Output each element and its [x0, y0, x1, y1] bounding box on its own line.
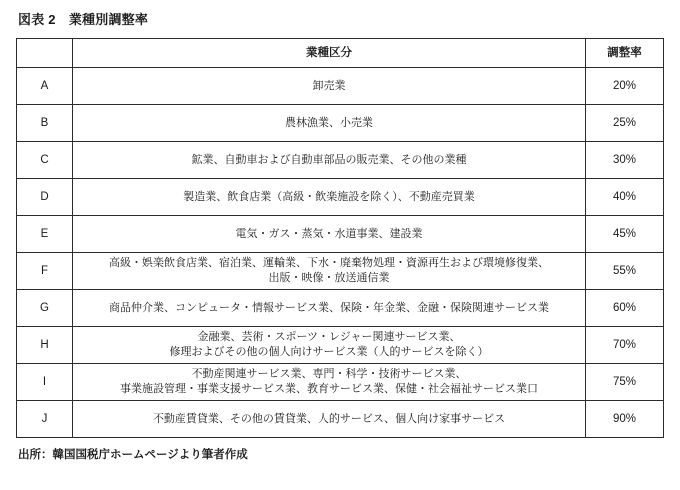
row-category: [73, 68, 586, 105]
row-category: [73, 364, 586, 401]
column-header-rate: 調整率: [586, 39, 664, 68]
row-category: [73, 142, 586, 179]
row-code: H: [17, 327, 73, 364]
source-note: 出所：韓国国税庁ホームページより筆者作成: [18, 449, 248, 461]
row-rate: 20%: [586, 68, 664, 105]
row-category-line: 修理およびその他の個人向けサービス業（人的サービスを除く）: [169, 346, 489, 358]
row-code: C: [17, 142, 73, 179]
row-rate: 60%: [586, 290, 664, 327]
row-category-line: 電気・ガス・蒸気・水道事業、建設業: [235, 227, 423, 240]
row-category: [73, 253, 586, 290]
row-category: [73, 290, 586, 327]
row-category: [73, 216, 586, 253]
row-rate: 70%: [586, 327, 664, 364]
table-row: [17, 401, 664, 438]
row-code: B: [17, 105, 73, 142]
row-code: D: [17, 179, 73, 216]
row-category-line: 鉱業、自動車および自動車部品の販売業、その他の業種: [191, 153, 467, 166]
row-category-line: 出版・映像・放送通信業: [268, 272, 390, 284]
table-row: [17, 327, 664, 364]
row-category-line: 商品仲介業、コンピュータ・情報サービス業、保険・年金業、金融・保険関連サービス業: [109, 301, 549, 314]
table-row: [17, 68, 664, 105]
table-row: [17, 179, 664, 216]
row-category-line: 不動産関連サービス業、専門・科学・技術サービス業、: [191, 368, 467, 380]
row-category: [73, 105, 586, 142]
row-rate: 30%: [586, 142, 664, 179]
row-rate: 25%: [586, 105, 664, 142]
row-category: [73, 179, 586, 216]
row-category: [73, 327, 586, 364]
row-code: A: [17, 68, 73, 105]
row-rate: 55%: [586, 253, 664, 290]
row-rate: 90%: [586, 401, 664, 438]
adjustment-rate-table: [16, 38, 664, 438]
row-category: [73, 401, 586, 438]
table-row: [17, 142, 664, 179]
page-title: 図表 2 業種別調整率: [18, 12, 149, 27]
table-row: [17, 290, 664, 327]
row-code: F: [17, 253, 73, 290]
row-category-line: 製造業、飲食店業（高級・飲楽施設を除く）、不動産売買業: [183, 190, 475, 203]
row-rate: 45%: [586, 216, 664, 253]
row-category-line: 不動産賃貸業、その他の賃貸業、人的サービス、個人向け家事サービス: [152, 412, 506, 425]
table-header-row: [17, 39, 664, 68]
row-rate: 75%: [586, 364, 664, 401]
row-code: E: [17, 216, 73, 253]
table-row: [17, 105, 664, 142]
table-body: [17, 68, 664, 438]
row-category-line: 卸売業: [312, 79, 346, 92]
row-category-line: 農林漁業、小売業: [285, 116, 373, 129]
row-category-line: 事業施設管理・事業支援サービス業、教育サービス業、保健・社会福祉サービス業口: [120, 383, 538, 395]
row-code: I: [17, 364, 73, 401]
row-code: J: [17, 401, 73, 438]
row-rate: 40%: [586, 179, 664, 216]
row-category-line: 高級・娯楽飲食店業、宿泊業、運輸業、下水・廃棄物処理・資源再生および環境修復業、: [109, 257, 549, 269]
table-header: [17, 39, 664, 68]
table-row: [17, 216, 664, 253]
column-header-category: 業種区分: [73, 39, 586, 68]
table-row: [17, 364, 664, 401]
column-header-code: [17, 39, 73, 68]
row-code: G: [17, 290, 73, 327]
row-category-line: 金融業、芸術・スポーツ・レジャー関連サービス業、: [197, 331, 461, 343]
table-row: [17, 253, 664, 290]
